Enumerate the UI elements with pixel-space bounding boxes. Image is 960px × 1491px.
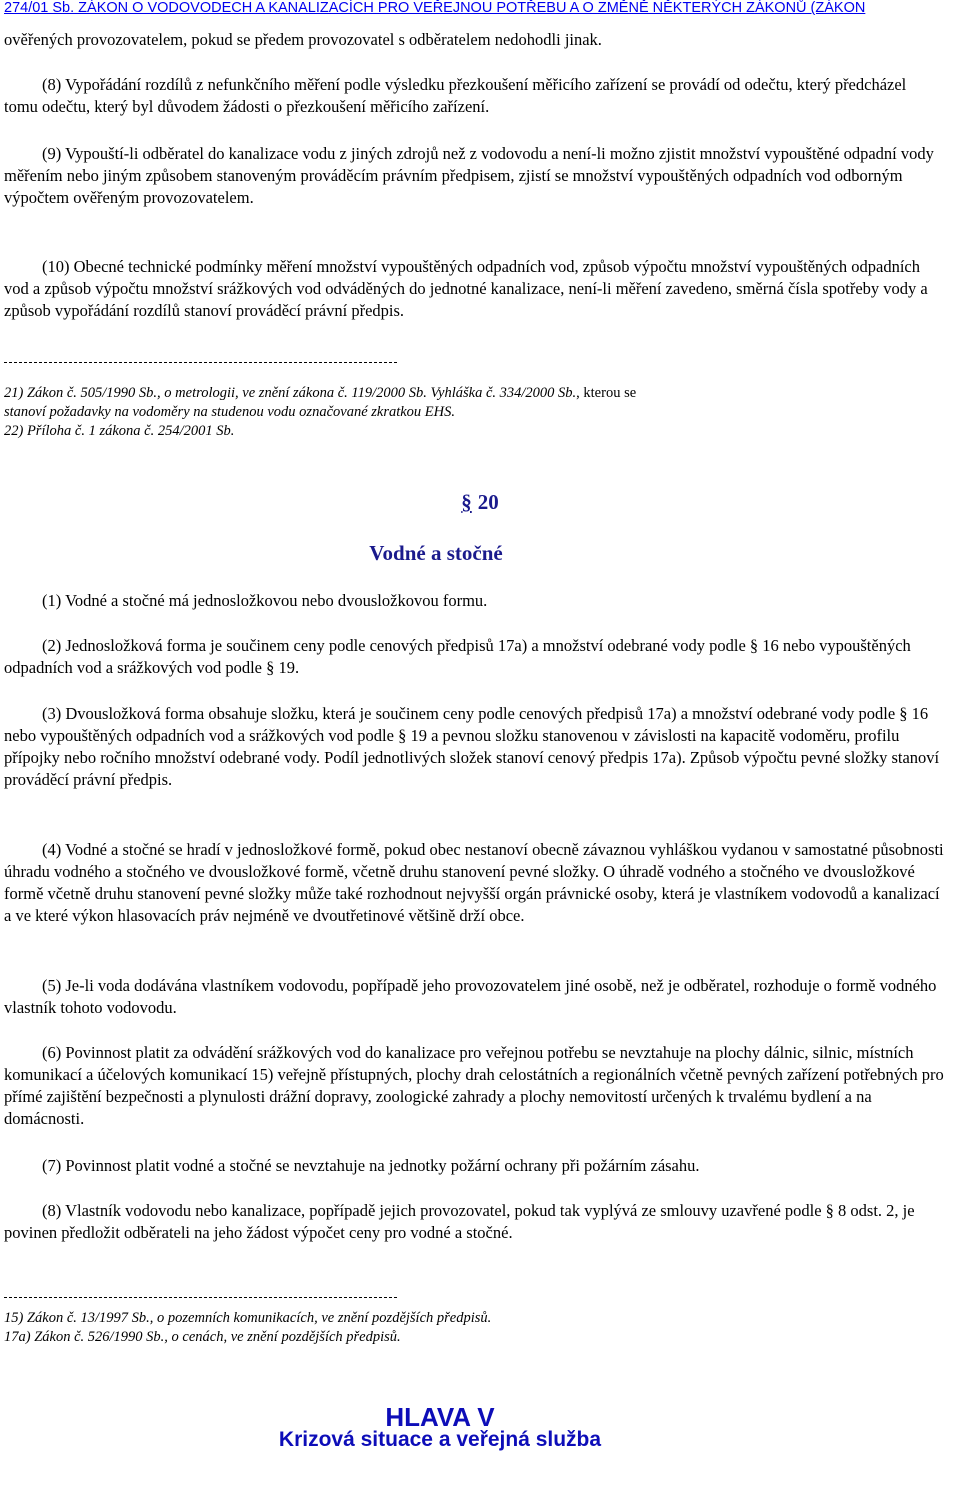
- page-header: [4, 0, 960, 18]
- paragraph-text: (6) Povinnost platit za odvádění srážkových vod do kanalizace pro veřejnou potřebu se nevztahuje na plochy dálnic, silnic, místních komunikací a účelových komunikací 15) veřejně přístupných, plochy drah celostátních a regionálních včetně pevných zařízení potřebných pro přímé zajištění bezpečnosti a plynulosti drážní dopravy, zoologické zahrady a plochy nemovitostí určených k trvalému bydlení a na domácnosti.: [4, 1043, 944, 1128]
- footnotes-block-2: [4, 1309, 944, 1347]
- footnote-17a: 17a) Zákon č. 526/1990 Sb., o cenách, ve znění pozdějších předpisů.: [4, 1329, 401, 1345]
- section20-para-6: [4, 1042, 944, 1130]
- section20-para-2: [4, 635, 944, 679]
- footnote-divider: [4, 1297, 397, 1298]
- continuation-text: [4, 29, 944, 51]
- paragraph-text: (2) Jednosložková forma je součinem ceny podle cenových předpisů 17a) a množství odebrané vody podle § 16 nebo vypouštěných odpadních vod a srážkových vod podle § 19.: [4, 636, 911, 677]
- section20-para-5: [4, 975, 944, 1019]
- footnote-21-line2: stanoví požadavky na vodoměry na studenou vodu označované zkratkou EHS.: [4, 404, 456, 420]
- paragraph-text: (5) Je-li voda dodávána vlastníkem vodovodu, popřípadě jeho provozovatelem jiné osobě, než je odběratel, rozhoduje o formě vodného vlastník tohoto vodovodu.: [4, 976, 937, 1017]
- section-title: Vodné a stočné: [369, 541, 503, 565]
- paragraph-text: (3) Dvousložková forma obsahuje složku, která je součinem ceny podle cenových předpisů 17a) a množství odebrané vody podle § 16 nebo vypouštěných odpadních vod a srážkových vod podle § 19 a pevnou složku stanovenou v závislosti na kapacitě vodoměru, profilu přípojky nebo ročního množství odebrané vody. Podíl jednotlivých složek stanoví cenový předpis 17a). Způsob výpočtu pevné složky stanoví prováděcí právní předpis.: [4, 704, 940, 789]
- section20-para-4: [4, 839, 944, 927]
- section20-para-8: [4, 1200, 944, 1244]
- chapter-title: Krizová situace a veřejná služba: [278, 1428, 602, 1451]
- section20-para-7: [4, 1155, 944, 1177]
- paragraph-text: (8) Vlastník vodovodu nebo kanalizace, popřípadě jejich provozovatel, pokud tak vyplývá ze smlouvy uzavřené podle § 8 odst. 2, je povinen předložit odběrateli na jeho žádost výpočet ceny pro vodné a stočné.: [4, 1201, 915, 1242]
- section-number: § 20: [461, 490, 499, 514]
- footnote-15: 15) Zákon č. 13/1997 Sb., o pozemních komunikacích, ve znění pozdějších předpisů.: [4, 1310, 492, 1326]
- footnote-divider: [4, 362, 397, 363]
- paragraph-text: (10) Obecné technické podmínky měření množství vypouštěných odpadních vod, způsob výpočtu množství vypouštěných odpadních vod a způsob výpočtu množství srážkových vod odváděných do jednotné kanalizace, není-li měření zavedeno, směrná čísla spotřeby vody a způsob vypořádání rozdílů stanoví prováděcí právní předpis.: [4, 257, 928, 320]
- paragraph-text: (4) Vodné a stočné se hradí v jednosložkové formě, pokud obec nestanoví obecně závaznou vyhláškou vydanou v samostatné působnosti úhradu vodného a stočného ve dvousložkové formě, včetně druhu stanovení pevné složky. O úhradě vodného a stočného ve dvousložkové formě včetně druhu stanovení pevné složky může také rozhodnout nejvyšší orgán právnické osoby, která je vlastníkem vodovodů a kanalizací a ve které výkon hlasovacích práv nejméně ve dvoutřetinové většině drží obce.: [4, 840, 944, 925]
- section19-para-9: [4, 143, 944, 209]
- paragraph-text: (8) Vypořádání rozdílů z nefunkčního měření podle výsledku přezkoušení měřicího zařízení se provádí od odečtu, který předcházel tomu odečtu, který byl důvodem žádosti o přezkoušení měřicího zařízení.: [4, 75, 907, 116]
- footnote-22: 22) Příloha č. 1 zákona č. 254/2001 Sb.: [4, 423, 235, 439]
- paragraph-text: (7) Povinnost platit vodné a stočné se nevztahuje na jednotky požární ochrany při požárním zásahu.: [42, 1156, 700, 1175]
- section19-para-8: [4, 74, 944, 118]
- section20-para-3: [4, 703, 944, 791]
- section20-para-1: [4, 590, 944, 612]
- header-title-link[interactable]: 274/01 Sb. ZÁKON O VODOVODECH A KANALIZACÍCH PRO VEŘEJNOU POTŘEBU A O ZMĚNĚ NĚKTERÝCH ZÁKONŮ (ZÁKON: [4, 0, 866, 16]
- chapter-number: HLAVA V: [385, 1402, 495, 1432]
- paragraph-text: (1) Vodné a stočné má jednosložkovou nebo dvousložkovou formu.: [42, 591, 488, 610]
- continuation-paragraph: ověřených provozovatelem, pokud se předem provozovatel s odběratelem nedohodli jinak.: [4, 30, 602, 49]
- footnotes-block-1: [4, 384, 944, 441]
- section19-para-10: [4, 256, 944, 322]
- paragraph-text: (9) Vypouští-li odběratel do kanalizace vodu z jiných zdrojů než z vodovodu a není-li možno zjistit množství vypouštěné odpadní vody měřením nebo jiným způsobem stanoveným prováděcím právním předpisem, zjistí se množství vypouštěných odpadních vod odborným výpočtem ověřeným provozovatelem.: [4, 144, 934, 207]
- footnote-21: 21) Zákon č. 505/1990 Sb., o metrologii, ve znění zákona č. 119/2000 Sb. Vyhláška č. 334/2000 Sb., kterou se: [4, 385, 637, 401]
- paragraph-symbol-icon: §: [461, 490, 472, 514]
